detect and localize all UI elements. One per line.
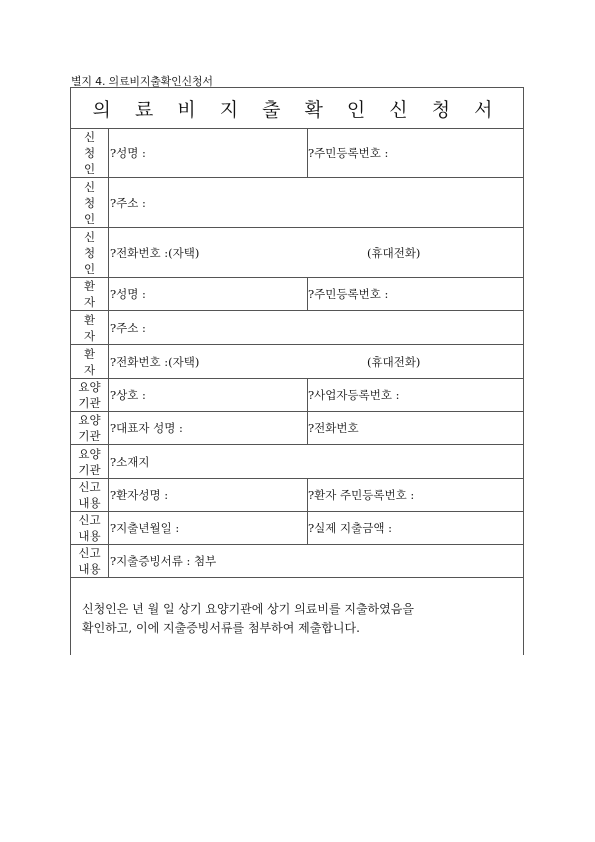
patient-name-row	[71, 278, 523, 311]
row-label: 신 청 인	[71, 178, 109, 227]
row-label: 신 청 인	[71, 228, 109, 277]
applicant-mobile-phone-field[interactable]: (휴대전화)	[367, 245, 421, 260]
applicant-name-field[interactable]: ?성명 :	[110, 145, 146, 160]
patient-phone-row	[71, 345, 523, 379]
row-label: 신고 내용	[71, 545, 109, 577]
declaration-text	[82, 600, 522, 638]
row-label: 환 자	[71, 278, 109, 310]
proof-documents-field[interactable]: ?지출증빙서류 : 첨부	[110, 554, 217, 568]
patient-home-phone-field[interactable]: ?전화번호 :(자택)	[110, 354, 200, 369]
form-caption: 별지 4. 의료비지출확인신청서	[71, 75, 213, 88]
report-patient-name-field[interactable]: ?환자성명 :	[110, 488, 169, 502]
report-patient-id-field[interactable]: ?환자 주민등록번호 :	[308, 488, 415, 502]
row-label: 요양 기관	[71, 379, 109, 411]
declaration-line: 확인하고, 이에 지출증빙서류를 첨부하여 제출합니다.	[82, 621, 360, 635]
patient-id-field[interactable]: ?주민등록번호 :	[308, 287, 389, 301]
row-label: 환 자	[71, 345, 109, 378]
declaration-line: 신청인은 년 월 일 상기 요양기관에 상기 의료비를 지출하였음을	[82, 602, 414, 616]
expense-date-row	[71, 512, 523, 545]
institution-phone-field[interactable]: ?전화번호	[308, 421, 359, 435]
applicant-home-phone-field[interactable]: ?전화번호 :(자택)	[110, 245, 200, 260]
institution-location-field[interactable]: ?소재지	[110, 454, 150, 469]
applicant-phone-row	[71, 228, 523, 278]
expense-date-field[interactable]: ?지출년월일 :	[110, 521, 180, 535]
row-label: 요양 기관	[71, 412, 109, 444]
expense-amount-field[interactable]: ?실제 지출금액 :	[308, 521, 393, 535]
institution-location-row	[71, 445, 523, 479]
proof-documents-row	[71, 545, 523, 578]
applicant-address-row	[71, 178, 523, 228]
row-label: 요양 기관	[71, 445, 109, 478]
applicant-address-field[interactable]: ?주소 :	[110, 195, 146, 210]
patient-address-field[interactable]: ?주소 :	[110, 320, 146, 335]
form-title: 의 료 비 지 출 확 인 신 청 서	[71, 88, 523, 129]
patient-address-row	[71, 311, 523, 345]
representative-name-field[interactable]: ?대표자 성명 :	[110, 421, 183, 435]
report-patient-row	[71, 479, 523, 512]
row-label: 신고 내용	[71, 512, 109, 544]
patient-name-field[interactable]: ?성명 :	[110, 287, 146, 301]
row-label: 환 자	[71, 311, 109, 344]
form-frame	[70, 87, 524, 655]
applicant-id-field[interactable]: ?주민등록번호 :	[308, 145, 389, 160]
patient-mobile-phone-field[interactable]: (휴대전화)	[367, 354, 421, 369]
institution-name-field[interactable]: ?상호 :	[110, 388, 146, 402]
business-registration-field[interactable]: ?사업자등록번호 :	[308, 388, 400, 402]
representative-row	[71, 412, 523, 445]
row-label: 신 청 인	[71, 128, 109, 177]
row-label: 신고 내용	[71, 479, 109, 511]
applicant-name-row	[71, 128, 523, 178]
institution-name-row	[71, 379, 523, 412]
